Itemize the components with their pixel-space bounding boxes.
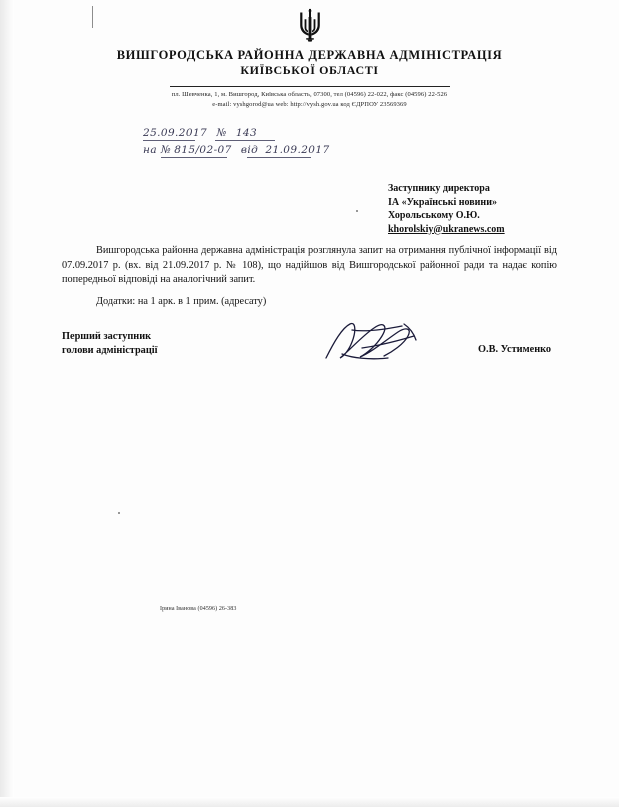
registration-incoming-line — [143, 144, 373, 161]
organization-title-line2: КИЇВСЬКОЇ ОБЛАСТІ — [240, 63, 379, 77]
organization-title — [0, 48, 619, 78]
contacts-address-line: пл. Шевченка, 1, м. Вишгород, Київська область, 07300, тел (04596) 22-022, факс (04596) 22-526 — [171, 91, 448, 98]
header-divider — [170, 86, 450, 87]
signer-position-line1: Перший заступник — [62, 331, 152, 342]
registration-reply-number-underline — [161, 157, 227, 158]
letter-body-paragraph: Вишгородська районна державна адміністрація розглянула запит на отримання публічної інформації від 07.09.2017 р. (вх. від 21.09.2017 р. № 108), що надійшов від Вишгородської районної ради та надає копію попередньої відповіді на аналогічний запит. — [62, 245, 557, 285]
ukraine-trident-emblem-icon — [0, 8, 619, 47]
contacts-email-label: e-mail: — [212, 101, 234, 108]
registration-reply-label: на № — [143, 144, 172, 156]
signer-name: О.В. Устименко — [478, 344, 552, 355]
organization-contacts — [0, 90, 619, 110]
addressee-block — [388, 182, 505, 236]
addressee-name: Хорольському О.Ю. — [388, 210, 480, 221]
registration-number-underline — [215, 140, 275, 141]
scan-speck — [356, 210, 358, 212]
registration-block — [143, 127, 373, 161]
contacts-edrpou: код ЄДРПОУ 23569369 — [340, 101, 407, 108]
contacts-web-line — [0, 100, 619, 110]
handwritten-signature-icon — [318, 318, 428, 366]
signer-position — [62, 330, 157, 358]
scan-edge-shadow-bottom — [0, 797, 619, 807]
registration-number: 143 — [235, 127, 258, 139]
contacts-web-label: web: http://vysh.gov.ua — [273, 101, 341, 108]
letter-attachment-note: Додатки: на 1 арк. в 1 прим. (адресату) — [96, 296, 267, 307]
registration-outgoing-line — [143, 127, 373, 144]
registration-reply-date: 21.09.2017 — [265, 144, 330, 156]
registration-reply-date-label: від — [240, 144, 259, 156]
contacts-email-value: vyshgorod@ua — [233, 101, 274, 108]
addressee-organization: ІА «Українські новини» — [388, 196, 497, 208]
scan-speck — [118, 512, 120, 514]
registration-number-label: № — [216, 127, 227, 139]
organization-title-line1: ВИШГОРОДСЬКА РАЙОННА ДЕРЖАВНА АДМІНІСТРАЦІЯ — [116, 48, 503, 62]
registration-reply-number: 815/02-07 — [174, 144, 232, 156]
addressee-email: khorolskiy@ukranews.com — [388, 223, 505, 235]
signer-position-line2: голови адміністрації — [62, 345, 158, 356]
addressee-position: Заступнику директора — [388, 183, 490, 194]
registration-reply-date-underline — [247, 157, 311, 158]
registration-date-underline — [143, 140, 195, 141]
registration-date: 25.09.2017 — [143, 127, 208, 139]
document-executor: Ірина Іванова (04596) 26-383 — [160, 606, 237, 612]
scan-edge-shadow-left — [0, 0, 14, 807]
